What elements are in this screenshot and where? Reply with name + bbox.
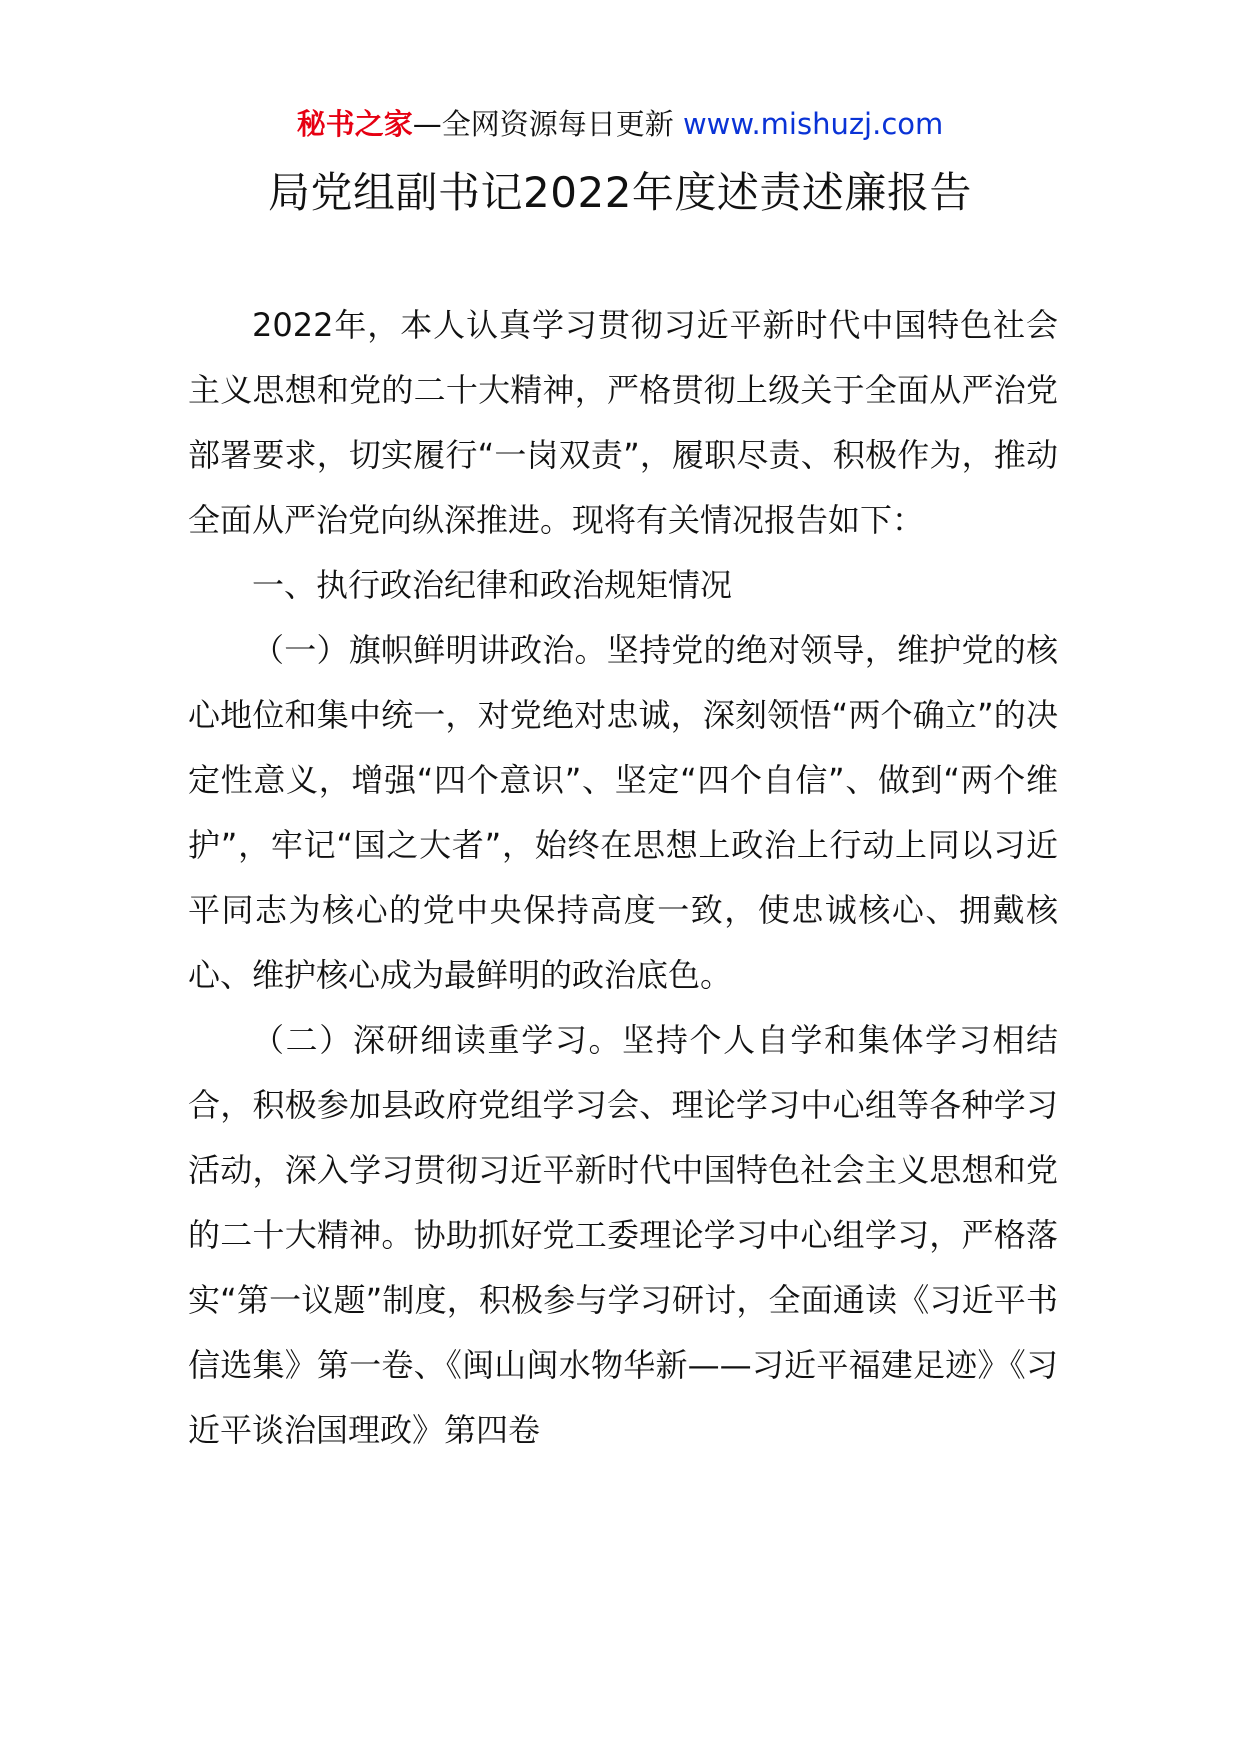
section-heading-1: 一、执行政治纪律和政治规矩情况 (252, 566, 733, 604)
subsection-paragraph-1: （一）旗帜鲜明讲政治。坚持党的绝对领导，维护党的核心地位和集中统一，对党绝对忠诚，深刻领悟“两个确立”的决定性意义，增强“四个意识”、坚定“四个自信”、做到“两个维护”，牢记“国之大者”，始终在思想上政治上行动上同以习近平同志为核心的党中央保持高度一致，使忠诚核心、拥戴核心、维护核心成为最鲜明的政治底色。 (188, 631, 1058, 994)
watermark-header (0, 104, 1240, 144)
subsection-paragraph-2: （二）深研细读重学习。坚持个人自学和集体学习相结合，积极参加县政府党组学习会、理论学习中心组等各种学习活动，深入学习贯彻习近平新时代中国特色社会主义思想和党的二十大精神。协助抓好党工委理论学习中心组学习，严格落实“第一议题”制度，积极参与学习研讨，全面通读《习近平书信选集》第一卷、《闽山闽水物华新——习近平福建足迹》《习近平谈治国理政》第四卷 (188, 1021, 1058, 1449)
document-title: 局党组副书记2022年度述责述廉报告 (268, 168, 972, 217)
intro-paragraph: 2022年，本人认真学习贯彻习近平新时代中国特色社会主义思想和党的二十大精神，严格贯彻上级关于全面从严治党部署要求，切实履行“一岗双责”，履职尽责、积极作为，推动全面从严治党向纵深推进。现将有关情况报告如下： (188, 306, 1058, 539)
brand-name: 秘书之家 (296, 107, 413, 141)
site-url[interactable]: www.mishuzj.com (682, 107, 944, 141)
document-body (188, 293, 1058, 1463)
header-tagline: —全网资源每日更新 (412, 107, 674, 141)
